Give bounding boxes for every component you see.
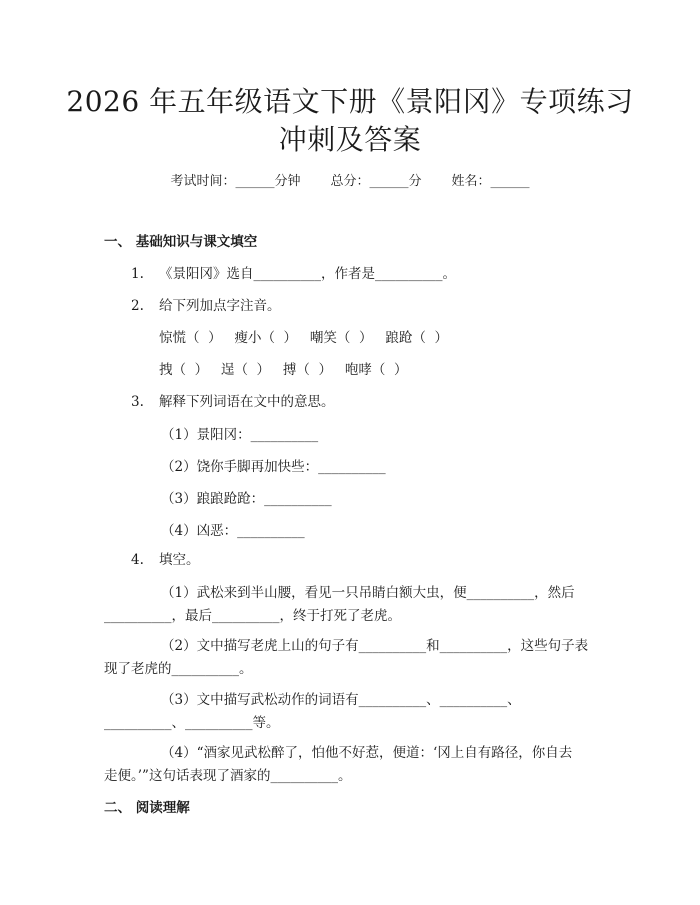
definition-item: （1）景阳冈：__________ bbox=[161, 427, 319, 443]
section1-heading: 一、 基础知识与课文填空 bbox=[104, 234, 258, 250]
exam-meta bbox=[0, 170, 700, 189]
fill-item-3-line1: （3）文中描写武松动作的词语有__________、__________、 bbox=[161, 692, 521, 708]
question-number: 3. bbox=[131, 394, 144, 410]
pinyin-row-2: 拽（ ） 逞（ ） 搏（ ） 咆哮（ ） bbox=[159, 362, 408, 378]
question-3 bbox=[131, 390, 335, 410]
fill-item-2-line2: 现了老虎的__________。 bbox=[104, 661, 253, 677]
question-text: 《景阳冈》选自__________，作者是__________。 bbox=[159, 266, 456, 282]
question-text: 给下列加点字注音。 bbox=[159, 298, 281, 314]
question-2 bbox=[131, 294, 281, 314]
question-1 bbox=[131, 262, 456, 282]
fill-item-1-line2: __________，最后__________，终于打死了老虎。 bbox=[104, 608, 401, 624]
fill-item-1-line1: （1）武松来到半山腰，看见一只吊睛白额大虫，便__________，然后 bbox=[161, 585, 575, 601]
fill-item-2-line1: （2）文中描写老虎上山的句子有__________和__________，这些句子表 bbox=[161, 638, 589, 654]
definition-item: （3）踉踉跄跄：__________ bbox=[161, 491, 332, 507]
question-4 bbox=[131, 548, 200, 568]
fill-item-3-line2: __________、__________等。 bbox=[104, 715, 280, 731]
exam-score: 总分：______分 bbox=[330, 174, 422, 189]
definition-item: （4）凶恶：__________ bbox=[161, 523, 305, 539]
pinyin-row-1: 惊慌（ ） 瘦小（ ） 嘲笑（ ） 踉跄（ ） bbox=[159, 330, 448, 346]
question-number: 4. bbox=[131, 552, 144, 568]
question-text: 解释下列词语在文中的意思。 bbox=[159, 394, 335, 410]
question-number: 2. bbox=[131, 298, 144, 314]
page-title-line2: 冲刺及答案 bbox=[278, 123, 422, 156]
student-name: 姓名：______ bbox=[451, 174, 530, 189]
definition-item: （2）饶你手脚再加快些：__________ bbox=[161, 459, 386, 475]
fill-item-4-line1: （4）“酒家见武松醉了，怕他不好惹，便道：‘冈上自有路径，你自去 bbox=[161, 745, 573, 761]
question-number: 1. bbox=[131, 266, 144, 282]
exam-time: 考试时间：______分钟 bbox=[170, 174, 301, 189]
page-title-line1: 2026 年五年级语文下册《景阳冈》专项练习 bbox=[66, 85, 634, 118]
section2-heading: 二、 阅读理解 bbox=[104, 800, 190, 816]
fill-item-4-line2: 走便。’”这句话表现了酒家的__________。 bbox=[104, 768, 352, 784]
question-text: 填空。 bbox=[159, 552, 200, 568]
